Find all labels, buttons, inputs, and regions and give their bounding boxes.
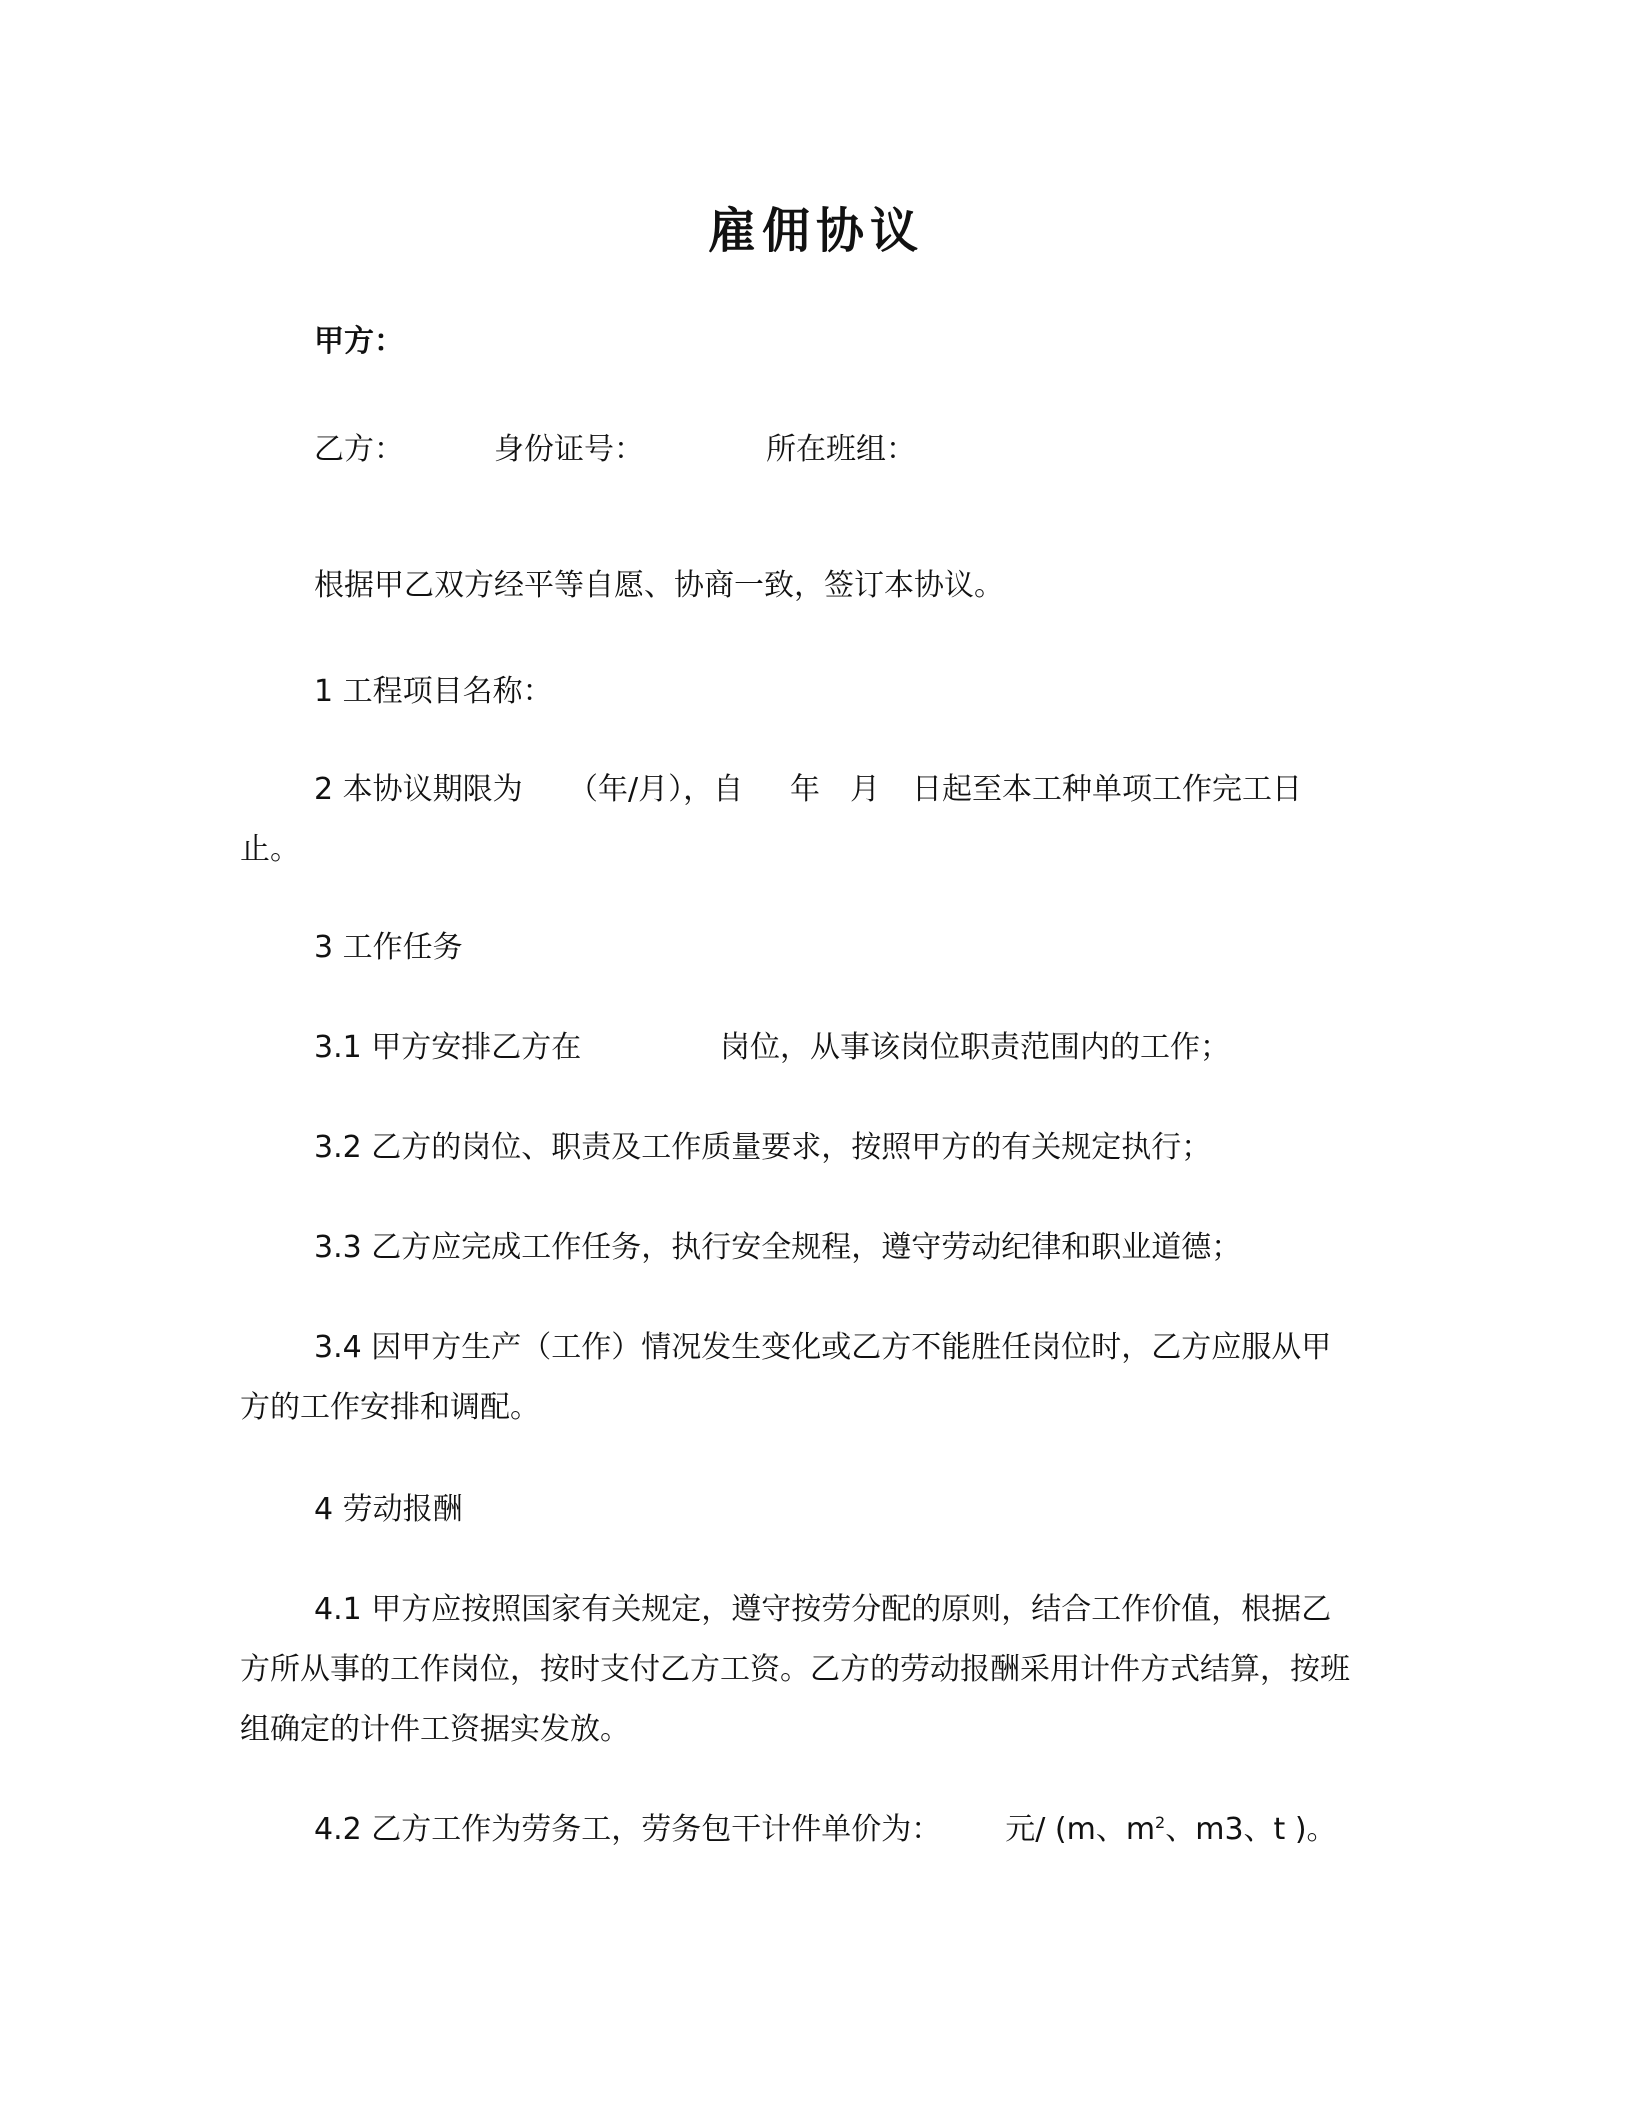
section-3-4: 3.4 因甲方生产（工作）情况发生变化或乙方不能胜任岗位时，乙方应服从甲方的工作安排和调配。 (240, 1330, 1332, 1425)
section-4-2-a: 4.2 乙方工作为劳务工，劳务包干计件单价为： (314, 1812, 942, 1847)
section-4-1: 4.1 甲方应按照国家有关规定，遵守按劳分配的原则，结合工作价值，根据乙方所从事的工作岗位，按时支付乙方工资。乙方的劳动报酬采用计件方式结算，按班组确定的计件工资据实发放。 (240, 1592, 1350, 1747)
section-1-project-name: 1 工程项目名称： (314, 674, 553, 709)
section-4-2-sup: 2 (1155, 1813, 1166, 1832)
intro-paragraph: 根据甲乙双方经平等自愿、协商一致，签订本协议。 (314, 568, 1004, 603)
section-3-2: 3.2 乙方的岗位、职责及工作质量要求，按照甲方的有关规定执行； (314, 1130, 1212, 1165)
section-2-term-a: 2 本协议期限为 (314, 772, 523, 807)
section-2-term-d: 月 (850, 772, 880, 807)
section-2-term-c: 年 (790, 772, 820, 807)
section-2-term-b: （年/月），自 (568, 772, 744, 807)
section-4-heading: 4 劳动报酬 (314, 1492, 463, 1527)
id-number-label: 身份证号： (494, 432, 644, 467)
section-3-1-a: 3.1 甲方安排乙方在 (314, 1030, 582, 1065)
section-4-2-c: 、m3、t )。 (1165, 1812, 1337, 1847)
section-4-2-b: 元/ (m、m (1005, 1812, 1156, 1847)
team-label: 所在班组： (766, 432, 916, 467)
section-3-1-b: 岗位，从事该岗位职责范围内的工作； (720, 1030, 1230, 1065)
party-b-label: 乙方： (314, 432, 404, 467)
party-a-label: 甲方： (314, 324, 404, 359)
section-4-2 (314, 1810, 1337, 1850)
section-3-heading: 3 工作任务 (314, 930, 463, 965)
section-2-term-e: 日起至本工种单项工作完工日止。 (240, 772, 1302, 867)
document-title: 雇佣协议 (707, 203, 924, 259)
section-3-3: 3.3 乙方应完成工作任务，执行安全规程，遵守劳动纪律和职业道德； (314, 1230, 1242, 1265)
